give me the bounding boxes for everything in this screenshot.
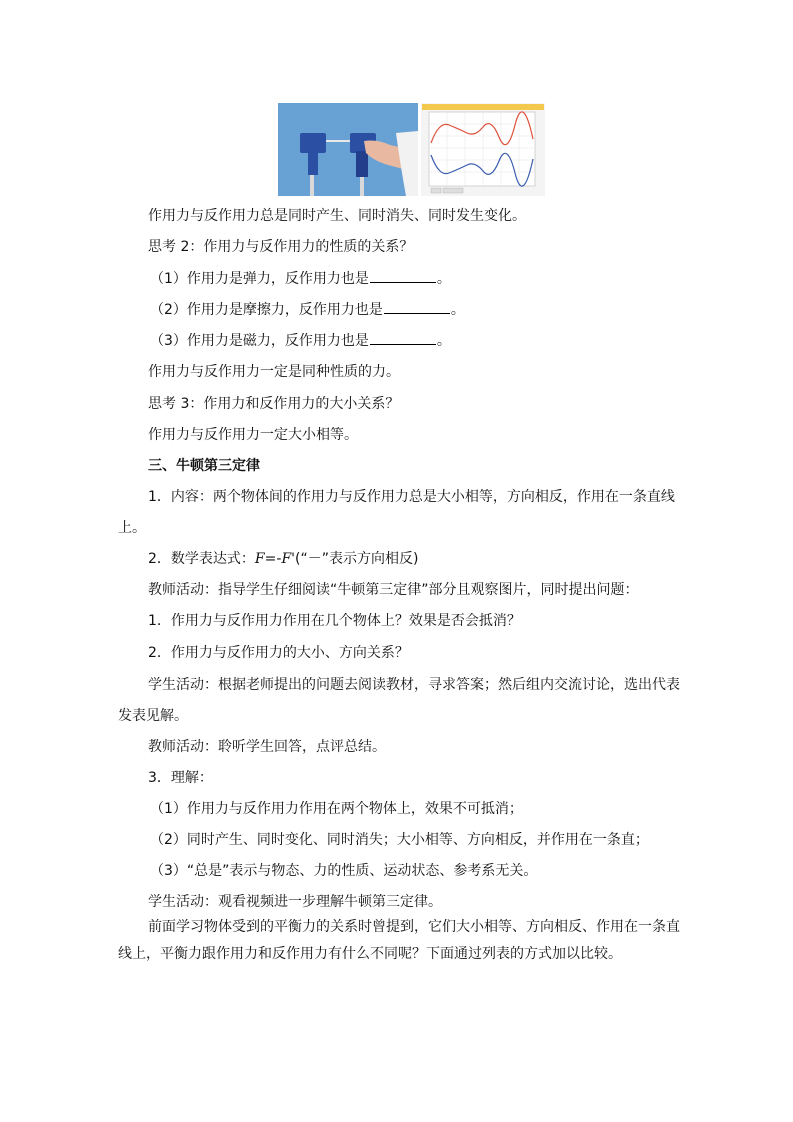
content-line-1: 1．内容：两个物体间的作用力与反作用力总是大小相等，方向相反，作用在一条直线 (148, 489, 675, 505)
think-3-question: 思考 3：作用力和反作用力的大小关系？ (148, 396, 400, 412)
text-line-1: 作用力与反作用力总是同时产生、同时消失、同时发生变化。 (148, 208, 526, 224)
formula-note: (“－”表示方向相反) (295, 551, 419, 567)
text-line-equal-magnitude: 作用力与反作用力一定大小相等。 (148, 427, 358, 443)
section-heading-newton-third-law: 三、牛顿第三定律 (148, 458, 260, 474)
content-line-2: 上。 (118, 520, 146, 536)
question-1: 1．作用力与反作用力作用在几个物体上？效果是否会抵消？ (148, 613, 521, 629)
formula-f-prime: F' (281, 551, 295, 567)
text-line-same-nature: 作用力与反作用力一定是同种性质的力。 (148, 364, 400, 380)
think-2-question: 思考 2：作用力与反作用力的性质的关系？ (148, 239, 414, 255)
formula-line (148, 549, 418, 569)
blank-line-elastic (150, 268, 451, 289)
student-activity-1-cont: 发表见解。 (118, 708, 188, 724)
student-activity-2: 学生活动：观看视频进一步理解牛顿第三定律。 (148, 894, 442, 910)
blank-line-friction-text: （2）作用力是摩擦力，反作用力也是 (150, 302, 383, 318)
answer-blank-3[interactable] (370, 330, 436, 345)
formula-f: F (254, 551, 265, 567)
force-sensor-graph (421, 103, 545, 196)
question-2: 2．作用力与反作用力的大小、方向关系？ (148, 645, 409, 661)
blank-line-magnetic (150, 330, 451, 351)
blank-line-magnetic-text: （3）作用力是磁力，反作用力也是 (150, 333, 369, 349)
blank-line-friction (150, 299, 465, 320)
formula-equals: =- (264, 551, 282, 567)
student-activity-1: 学生活动：根据老师提出的问题去阅读教材，寻求答案；然后组内交流讨论，选出代表 (148, 677, 680, 693)
spring-scale-photo (278, 103, 418, 196)
formula-label: 2．数学表达式： (148, 551, 255, 567)
understanding-point-1: （1）作用力与反作用力作用在两个物体上，效果不可抵消； (150, 801, 523, 817)
understanding-point-3: （3）“总是”表示与物态、力的性质、运动状态、参考系无关。 (150, 863, 538, 879)
comparison-intro-2: 线上，平衡力跟作用力和反作用力有什么不同呢？下面通过列表的方式加以比较。 (118, 946, 622, 962)
understanding-heading: 3．理解： (148, 770, 213, 786)
answer-blank-1[interactable] (370, 268, 436, 283)
teacher-activity-2: 教师活动：聆听学生回答，点评总结。 (148, 739, 386, 755)
blank-line-elastic-text: （1）作用力是弹力，反作用力也是 (150, 271, 369, 287)
figure-group (278, 103, 546, 196)
blank-line-friction-end: 。 (450, 302, 465, 318)
answer-blank-2[interactable] (384, 299, 450, 314)
teacher-activity-1: 教师活动：指导学生仔细阅读“牛顿第三定律”部分且观察图片，同时提出问题： (148, 582, 639, 598)
blank-line-magnetic-end: 。 (436, 333, 451, 349)
understanding-point-2: （2）同时产生、同时变化、同时消失；大小相等、方向相反，并作用在一条直； (150, 832, 649, 848)
comparison-intro-1: 前面学习物体受到的平衡力的关系时曾提到，它们大小相等、方向相反、作用在一条直 (148, 919, 680, 935)
blank-line-elastic-end: 。 (436, 271, 451, 287)
